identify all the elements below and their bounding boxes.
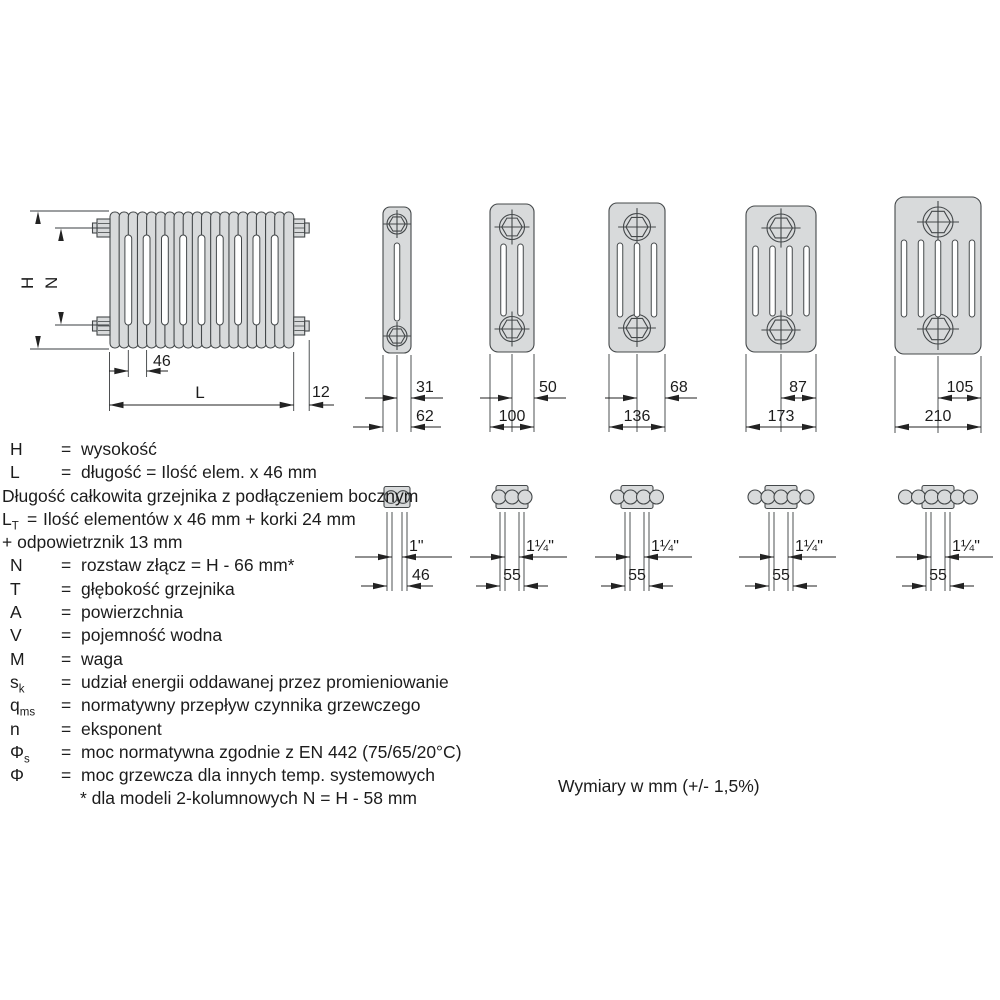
dim-half-depth: 87 — [789, 379, 807, 396]
dim-half-depth: 68 — [670, 379, 688, 396]
connector-spacing-label: N — [42, 276, 61, 289]
dim-pitch: 46 — [412, 567, 430, 584]
top-view-6col — [896, 486, 993, 592]
dim-pitch: 55 — [772, 567, 790, 584]
legend-row: Długość całkowita grzejnika z podłączeniem bocznym — [2, 485, 419, 506]
dim-half-depth: 105 — [946, 379, 974, 396]
dim-extension: 12 — [312, 384, 330, 401]
dimensions-note: Wymiary w mm (+/- 1,5%) — [558, 776, 760, 796]
legend-row: n = eksponent — [10, 718, 162, 739]
dim-pitch: 55 — [503, 567, 521, 584]
legend-row: M = waga — [10, 648, 123, 669]
cross-section-2col — [353, 207, 443, 432]
dim-length: L — [195, 383, 205, 402]
dim-full-depth: 210 — [924, 408, 952, 425]
legend-row: N = rozstaw złącz = H - 66 mm* — [10, 555, 295, 576]
dim-thread: 1¼" — [795, 538, 823, 555]
front-view-radiator — [18, 211, 334, 411]
dim-thread: 1" — [409, 538, 424, 555]
dim-full-depth: 62 — [416, 408, 434, 425]
legend-row: H = wysokość — [10, 439, 157, 459]
dim-pitch: 55 — [628, 567, 646, 584]
legend — [0, 438, 540, 811]
length-dimensions — [109, 340, 334, 411]
dim-half-depth: 31 — [416, 379, 434, 396]
legend-row: $\Phi_s$ = moc normatywna zgodnie z EN 442 (75/65/20°C) — [10, 741, 462, 766]
legend-row: Φ = moc grzewcza dla innych temp. systemowych — [10, 765, 436, 786]
dim-full-depth: 100 — [498, 408, 526, 425]
cross-section-5col — [746, 206, 816, 432]
dim-pitch: 55 — [929, 567, 947, 584]
legend-row: $L_T$ = Ilość elementów x 46 mm + korki 24 mm — [2, 508, 356, 533]
dim-full-depth: 173 — [767, 408, 795, 425]
cross-section-4col — [605, 203, 697, 432]
dim-half-depth: 50 — [539, 379, 557, 396]
legend-row: T = głębokość grzejnika — [10, 578, 235, 599]
cross-section-3col — [480, 204, 566, 432]
legend-row: $q_{ms}$ = normatywny przepływ czynnika grzewczego — [10, 695, 421, 719]
legend-row: L = długość = Ilość elem. x 46 mm — [10, 462, 317, 483]
dim-thread: 1¼" — [952, 538, 980, 555]
height-label: H — [18, 276, 37, 289]
dim-thread: 1¼" — [526, 538, 554, 555]
legend-footnote: * dla modeli 2-kolumnowych N = H - 58 mm — [80, 788, 417, 809]
legend-row: V = pojemność wodna — [10, 625, 223, 646]
top-view-5col — [739, 486, 836, 592]
dim-thread: 1¼" — [651, 538, 679, 555]
cross-section-6col — [895, 197, 981, 433]
dim-element-pitch: 46 — [153, 353, 171, 370]
element-gaps — [125, 235, 278, 325]
legend-row: A = powierzchnia — [10, 602, 184, 623]
top-view-4col — [595, 486, 692, 592]
legend-row: + odpowietrznik 13 mm — [2, 532, 183, 553]
dim-full-depth: 136 — [623, 408, 651, 425]
legend-row: $s_k$ = udział energii oddawanej przez promieniowanie — [10, 671, 449, 696]
